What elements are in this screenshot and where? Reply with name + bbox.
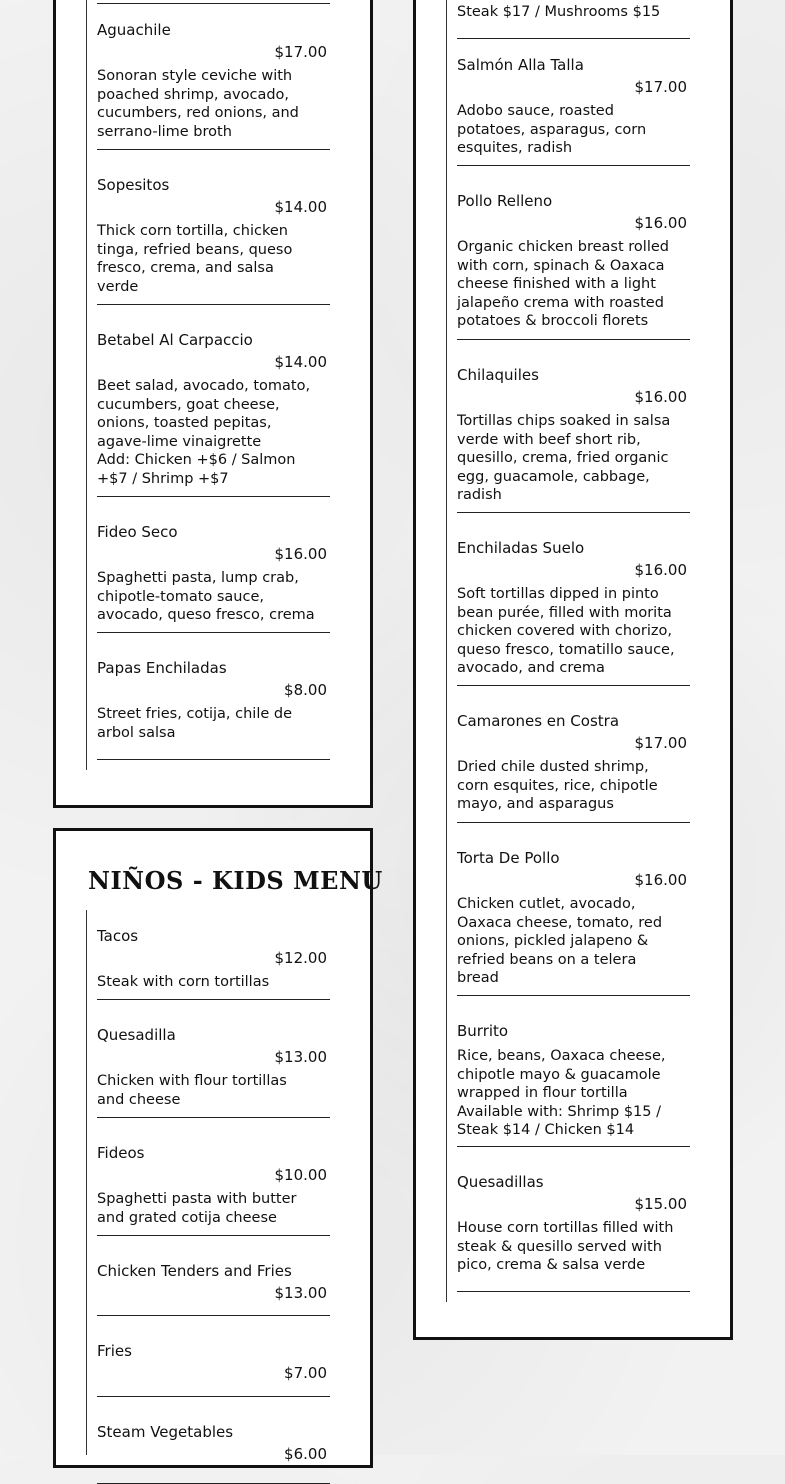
item-price: $16.00: [634, 871, 687, 889]
item-description-line: tinga, refried beans, queso: [97, 241, 293, 258]
item-separator: [97, 1315, 330, 1316]
item-description-line: Sonoran style ceviche with: [97, 68, 293, 84]
item-description: [97, 377, 337, 489]
item-separator: [97, 999, 330, 1000]
item-description-line: onions, toasted pepitas,: [97, 415, 272, 432]
item-description-line: quesillo, crema, fried organic: [457, 450, 669, 467]
item-name: Sopesitos: [97, 176, 170, 194]
item-price: $14.00: [274, 353, 327, 371]
item-description-line: bean purée, filled with morita: [457, 604, 672, 621]
item-price: $17.00: [634, 734, 687, 752]
item-price: $10.00: [274, 1166, 327, 1184]
item-description-line: chipotle mayo & guacamole: [457, 1066, 661, 1083]
item-description-line: Spaghetti pasta with butter: [97, 1191, 297, 1207]
item-description-line: Spaghetti pasta, lump crab,: [97, 570, 299, 586]
item-description-line: cucumbers, goat cheese,: [97, 396, 280, 413]
item-name: Quesadillas: [457, 1173, 544, 1191]
item-description-line: Dried chile dusted shrimp,: [457, 759, 649, 775]
item-description: [457, 895, 697, 988]
item-description-line: serrano-lime broth: [97, 123, 232, 140]
item-price: $8.00: [284, 681, 327, 699]
item-separator: [97, 304, 330, 305]
item-separator: [457, 1146, 690, 1147]
item-description-line: Adobo sauce, roasted: [457, 103, 614, 119]
item-separator: [97, 759, 330, 760]
item-description-line: fresco, crema, and salsa: [97, 260, 274, 277]
item-description-line: verde: [97, 278, 139, 295]
item-name: Salmón Alla Talla: [457, 56, 584, 74]
item-description: [97, 222, 337, 296]
item-description-line: Tortillas chips soaked in salsa: [457, 413, 671, 429]
item-name: Chilaquiles: [457, 366, 539, 384]
item-name: Fideos: [97, 1144, 145, 1162]
item-description-line: and grated cotija cheese: [97, 1209, 277, 1226]
item-description-line: mayo, and asparagus: [457, 796, 614, 813]
item-description-line: with corn, spinach & Oaxaca: [457, 257, 665, 274]
item-description-line: esquites, radish: [457, 140, 573, 157]
item-description-line: potatoes & broccoli florets: [457, 313, 649, 330]
item-description-line: Chicken cutlet, avocado,: [457, 896, 636, 912]
item-description-line: verde with beef short rib,: [457, 431, 641, 448]
item-description-line: bread: [457, 970, 499, 987]
item-description-fragment: Steak $17 / Mushrooms $15: [457, 4, 661, 20]
item-price: $17.00: [634, 78, 687, 96]
item-separator: [97, 149, 330, 150]
item-description-line: onions, pickled jalapeno &: [457, 933, 649, 950]
item-separator: [97, 496, 330, 497]
item-description: [97, 67, 337, 141]
item-price: $16.00: [634, 388, 687, 406]
item-name: Burrito: [457, 1022, 509, 1040]
item-description-line: radish: [457, 487, 502, 504]
item-separator: [457, 995, 690, 996]
item-description-line: arbol salsa: [97, 724, 176, 741]
item-description: [457, 1047, 697, 1140]
item-description-line: chicken covered with chorizo,: [457, 623, 672, 640]
item-description-line: Soft tortillas dipped in pinto: [457, 586, 659, 602]
item-description-line: corn esquites, rice, chipotle: [457, 777, 658, 794]
item-separator: [97, 1117, 330, 1118]
item-description-line: cheese finished with a light: [457, 276, 656, 293]
item-description-line: Add: Chicken +$6 / Salmon: [97, 452, 296, 469]
item-name: Torta De Pollo: [457, 849, 560, 867]
item-price: $16.00: [634, 214, 687, 232]
item-description-line: avocado, and crema: [457, 660, 605, 677]
item-separator: [457, 822, 690, 823]
item-description: [97, 569, 337, 625]
item-description-line: cucumbers, red onions, and: [97, 105, 299, 122]
item-description: [457, 238, 697, 331]
item-price: $13.00: [274, 1284, 327, 1302]
item-description-line: Street fries, cotija, chile de: [97, 706, 293, 722]
item-description-line: +$7 / Shrimp +$7: [97, 470, 229, 487]
item-description-line: poached shrimp, avocado,: [97, 86, 290, 103]
item-description: [457, 758, 697, 814]
item-name: Betabel Al Carpaccio: [97, 331, 253, 349]
item-description: [97, 1190, 337, 1227]
left-divider-line: [86, 0, 87, 770]
item-description: [457, 1219, 697, 1275]
item-description-line: Oaxaca cheese, tomato, red: [457, 914, 663, 931]
item-description-line: queso fresco, tomatillo sauce,: [457, 641, 675, 658]
item-description-line: Steak $14 / Chicken $14: [457, 1122, 635, 1139]
item-price: $14.00: [274, 198, 327, 216]
item-description: [97, 705, 337, 742]
item-description-line: Beet salad, avocado, tomato,: [97, 378, 311, 394]
item-price: $13.00: [274, 1048, 327, 1066]
item-name: Aguachile: [97, 21, 171, 39]
item-description-line: Chicken with flour tortillas: [97, 1073, 287, 1089]
item-description-line: Steak with corn tortillas: [97, 974, 270, 990]
item-separator: [457, 339, 690, 340]
item-description: [457, 102, 697, 158]
item-description-line: wrapped in flour tortilla: [457, 1085, 628, 1102]
item-description-line: Rice, beans, Oaxaca cheese,: [457, 1048, 666, 1064]
item-description: [97, 973, 337, 992]
item-description-line: Thick corn tortilla, chicken: [97, 223, 288, 239]
item-description-line: agave-lime vinaigrette: [97, 433, 262, 450]
item-description-line: potatoes, asparagus, corn: [457, 121, 647, 138]
item-separator: [457, 1291, 690, 1292]
item-description: [457, 412, 697, 505]
item-description-line: chipotle-tomato sauce,: [97, 588, 264, 605]
item-separator: [457, 512, 690, 513]
item-description-line: and cheese: [97, 1091, 181, 1108]
kids-divider-line: [86, 910, 87, 1455]
item-description: [457, 585, 697, 678]
item-price: $15.00: [634, 1195, 687, 1213]
item-name: Steam Vegetables: [97, 1423, 234, 1441]
item-price: $7.00: [284, 1364, 327, 1382]
item-description-line: jalapeño crema with roasted: [457, 294, 664, 311]
item-description-line: egg, guacamole, cabbage,: [457, 468, 650, 485]
kids-menu-title: NIÑOS - KIDS MENU: [88, 866, 383, 895]
item-description-line: Organic chicken breast rolled: [457, 239, 669, 255]
item-separator: [97, 632, 330, 633]
item-price: $12.00: [274, 949, 327, 967]
item-description-line: refried beans on a telera: [457, 951, 637, 968]
item-name: Fries: [97, 1342, 132, 1360]
item-separator: [97, 1235, 330, 1236]
right-divider-line: [446, 0, 447, 1302]
item-description-line: Available with: Shrimp $15 /: [457, 1103, 661, 1120]
item-name: Quesadilla: [97, 1026, 176, 1044]
item-price: $6.00: [284, 1445, 327, 1463]
item-description-line: pico, crema & salsa verde: [457, 1257, 646, 1274]
item-description: [97, 1072, 337, 1109]
item-name: Tacos: [97, 927, 139, 945]
item-separator: [97, 1396, 330, 1397]
item-price: $16.00: [274, 545, 327, 563]
item-name: Camarones en Costra: [457, 712, 620, 730]
item-name: Papas Enchiladas: [97, 659, 227, 677]
item-name: Enchiladas Suelo: [457, 539, 585, 557]
item-description-line: avocado, queso fresco, crema: [97, 607, 315, 624]
item-description-line: House corn tortillas filled with: [457, 1220, 674, 1236]
item-description-line: steak & quesillo served with: [457, 1238, 662, 1255]
item-separator: [457, 685, 690, 686]
item-price: $17.00: [274, 43, 327, 61]
item-separator: [457, 165, 690, 166]
item-price: $16.00: [634, 561, 687, 579]
item-name: Pollo Relleno: [457, 192, 553, 210]
item-name: Chicken Tenders and Fries: [97, 1262, 292, 1280]
item-name: Fideo Seco: [97, 523, 178, 541]
